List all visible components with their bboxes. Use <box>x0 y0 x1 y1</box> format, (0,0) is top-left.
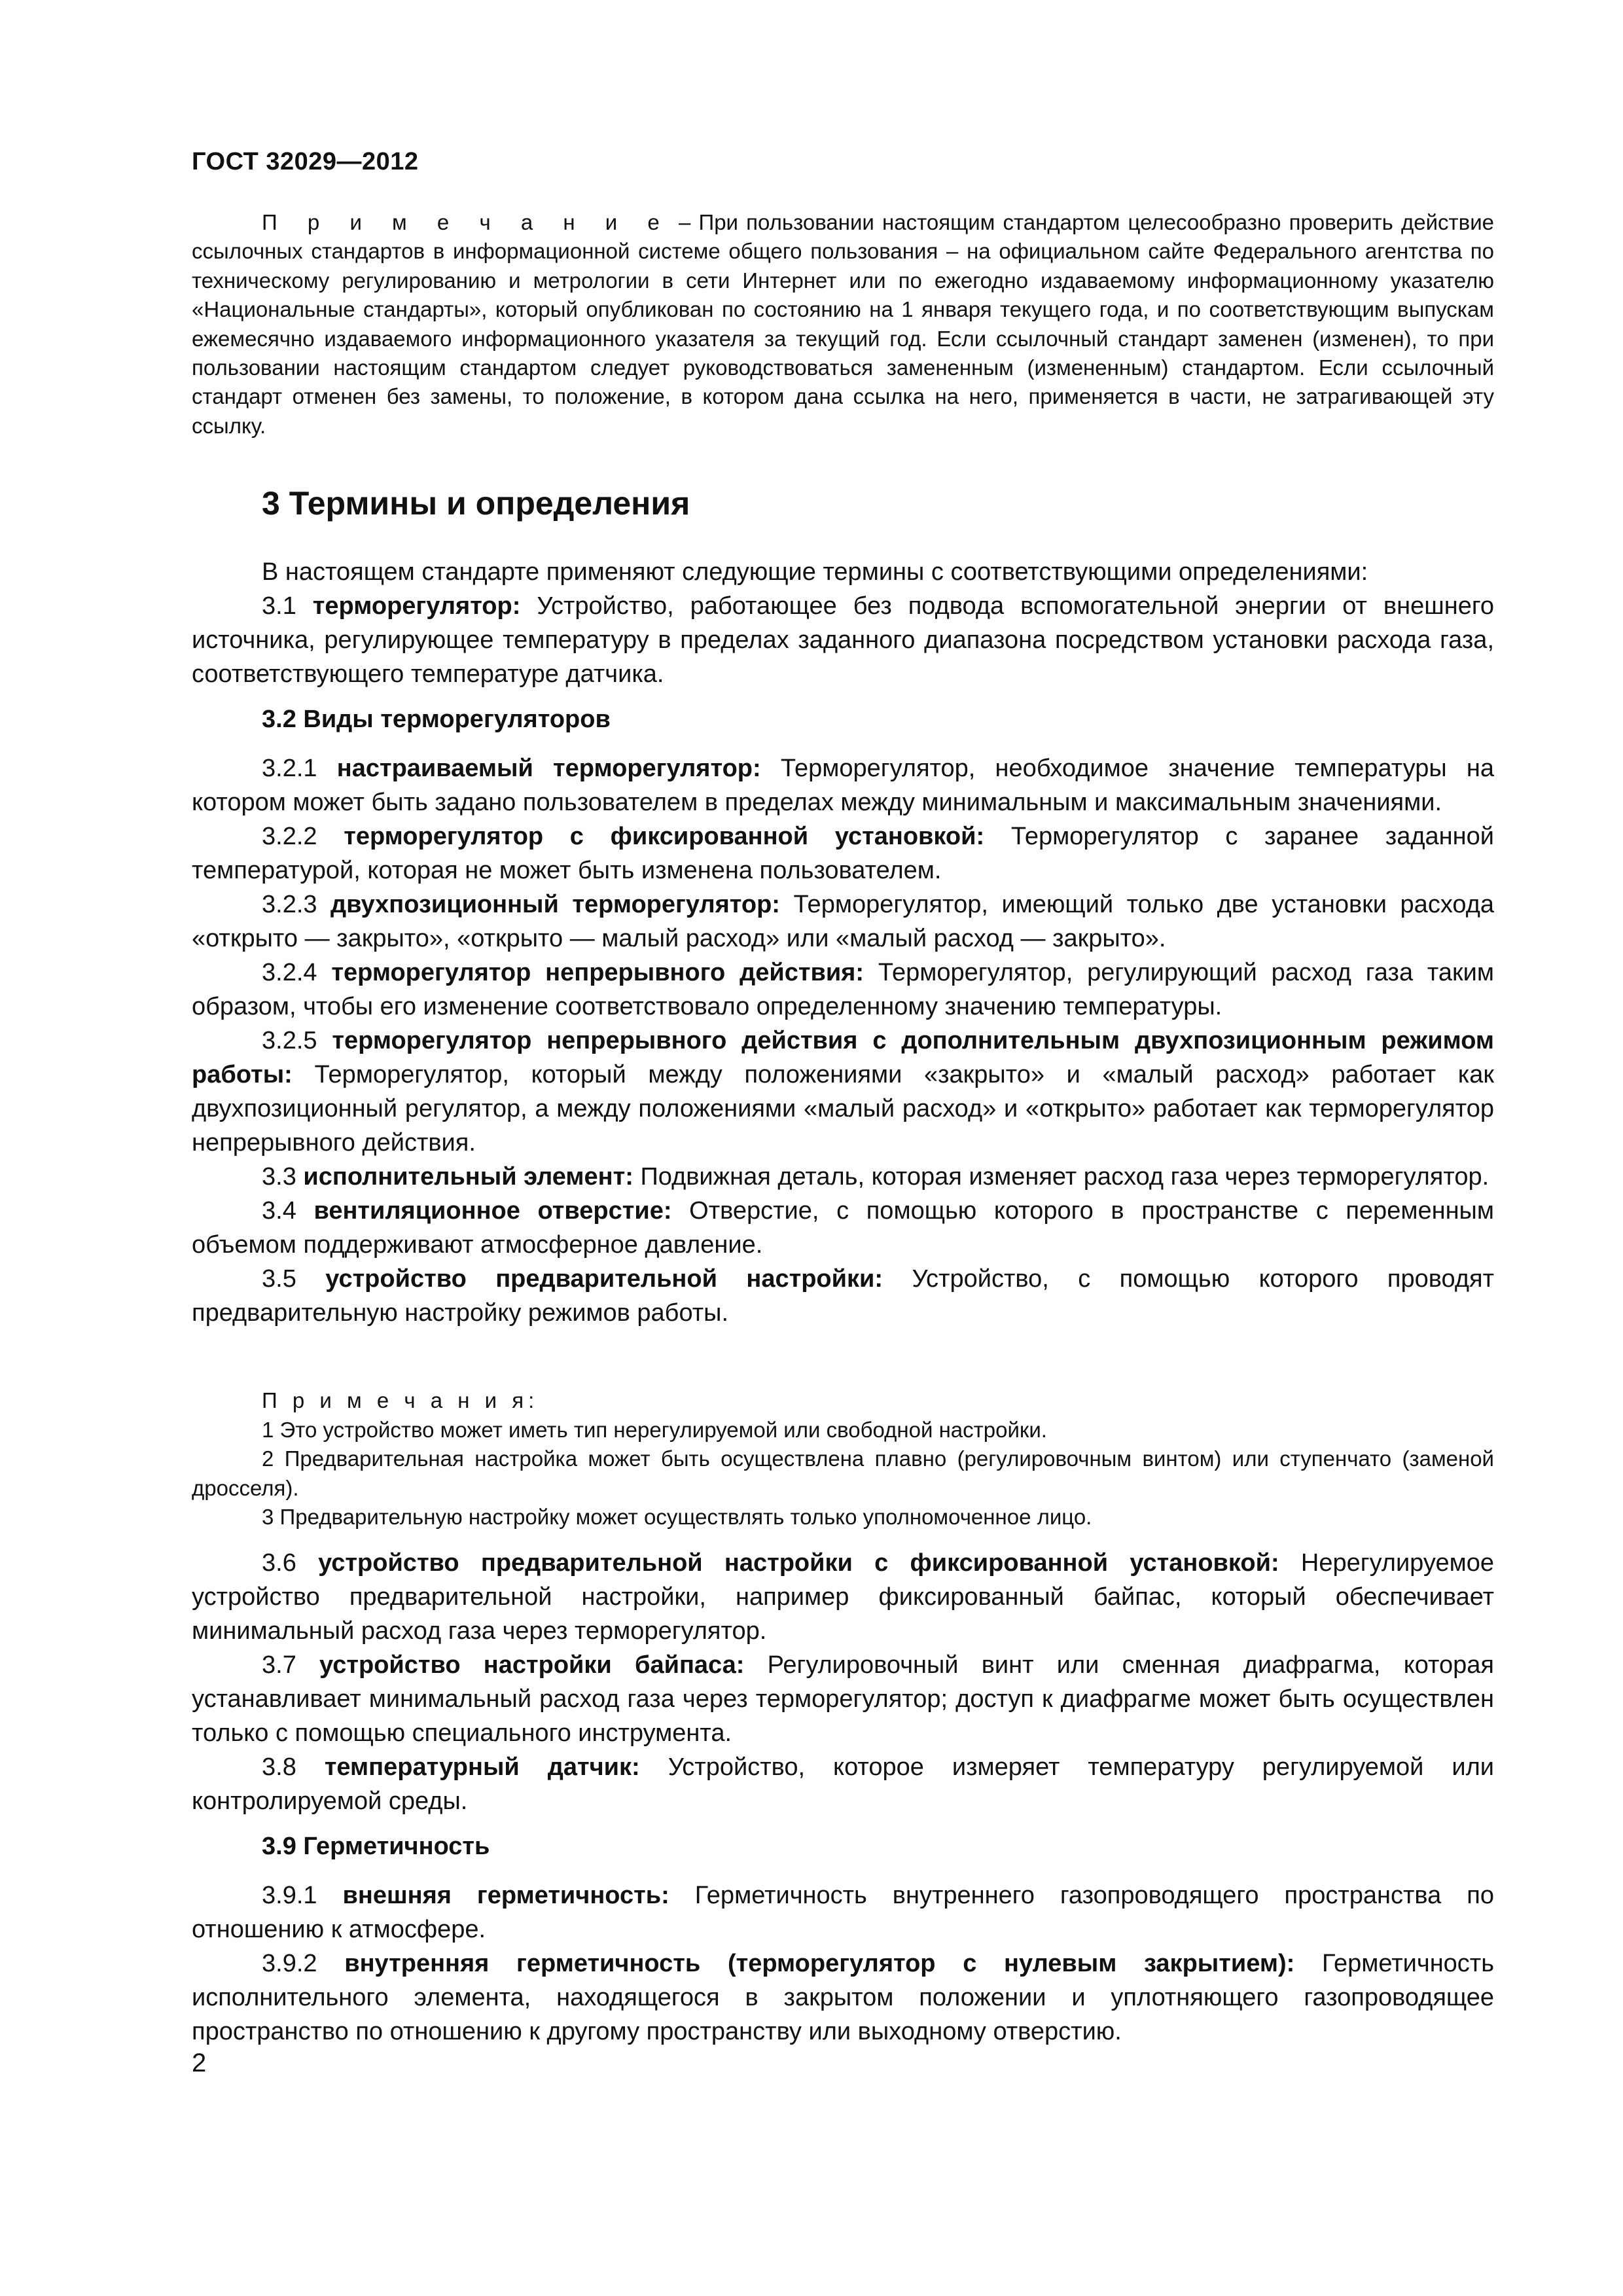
term-3-9-2: 3.9.2 внутренняя герметичность (терморегулятор с нулевым закрытием): Герметичность исполнительного элемента, находящегося в закрытом положении и уплотняющего газопроводящее пространство по отношению к другому пространству или выходному отверстию. <box>192 1950 1495 2045</box>
term-3-5: 3.5 устройство предварительной настройки: Устройство, с помощью которого проводят предварительную настройку режимов работы. <box>192 1265 1494 1327</box>
subsection-title-3-9: 3.9 Герметичность <box>262 1833 490 1860</box>
subsection-title-3-2: 3.2 Виды терморегуляторов <box>262 706 611 733</box>
term-name: температурный датчик: <box>324 1753 640 1781</box>
document-page <box>192 0 1494 2296</box>
term-name: устройство предварительной настройки: <box>325 1265 883 1293</box>
term-3-4: 3.4 вентиляционное отверстие: Отверстие, с помощью которого в пространстве с переменным объемом поддерживают атмосферное давление. <box>192 1197 1494 1259</box>
term-name: устройство предварительной настройки с фиксированной установкой: <box>318 1549 1279 1577</box>
section-title: 3 Термины и определения <box>262 485 690 522</box>
terms-block-3 <box>192 1546 1494 1818</box>
term-name: вентиляционное отверстие: <box>313 1197 672 1225</box>
note-item-3: 3 Предварительную настройку может осуществлять только уполномоченное лицо. <box>262 1505 1092 1529</box>
term-name: внешняя герметичность: <box>342 1882 669 1909</box>
term-3-2-1: 3.2.1 настраиваемый терморегулятор: Терморегулятор, необходимое значение температуры на котором может быть задано пользователем в пределах между минимальным и максимальным значениями. <box>192 755 1494 816</box>
note-text: – При пользовании настоящим стандартом целесообразно проверить действие ссылочных стандартов в информационной системе общего пользования – на официальном сайте Федерального агентства по техническому регулированию и метрологии в сети Интернет или по ежегодно издаваемому информационному указателю «Национальные стандарты», который опубликован по состоянию на 1 января текущего года, и по соответствующим выпускам ежемесячно издаваемого информационного указателя за текущий год. Если ссылочный стандарт заменен (изменен), то при пользовании настоящим стандартом следует руководствоваться замененным (измененным) стандартом. Если ссылочный стандарт отменен без замены, то положение, в котором дана ссылка на него, применяется в части, не затрагивающей эту ссылку. <box>192 210 1494 438</box>
term-3-2-2: 3.2.2 терморегулятор с фиксированной установкой: Терморегулятор с заранее заданной температурой, которая не может быть изменена пользователем. <box>192 823 1494 884</box>
term-name: терморегулятор непрерывного действия: <box>331 959 865 986</box>
term-3-1: 3.1 терморегулятор: Устройство, работающее без подвода вспомогательной энергии от внешнего источника, регулирующее температуру в пределах заданного диапазона посредством установки расхода газа, соответствующего температуре датчика. <box>192 592 1494 688</box>
term-name: терморегулятор непрерывного действия с дополнительным двухпозиционным режимом работы: <box>192 1027 1495 1088</box>
term-3-6: 3.6 устройство предварительной настройки с фиксированной установкой: Нерегулируемое устройство предварительной настройки, например фиксированный байпас, который обеспечивает минимальный расход газа через терморегулятор. <box>192 1549 1494 1645</box>
note-item-2: 2 Предварительная настройка может быть осуществлена плавно (регулировочным винтом) или ступенчато (заменой дросселя). <box>192 1446 1494 1500</box>
term-name: терморегулятор: <box>312 592 521 620</box>
terms-block-2 <box>192 751 1494 1330</box>
term-3-8: 3.8 температурный датчик: Устройство, которое измеряет температуру регулируемой или контролируемой среды. <box>192 1753 1495 1815</box>
reference-note <box>192 208 1494 440</box>
notes-block <box>192 1386 1494 1532</box>
notes-heading: П р и м е ч а н и я: <box>262 1388 539 1412</box>
term-3-9-1: 3.9.1 внешняя герметичность: Герметичность внутреннего газопроводящего пространства по отношению к атмосфере. <box>192 1882 1495 1943</box>
terms-block-1 <box>192 555 1494 691</box>
term-name: двухпозиционный терморегулятор: <box>330 891 780 918</box>
reference-note-paragraph <box>192 208 1494 440</box>
term-3-3: 3.3 исполнительный элемент: Подвижная деталь, которая изменяет расход газа через терморегулятор. <box>262 1163 1489 1191</box>
note-label: П р и м е ч а н и е <box>262 210 671 234</box>
term-name: терморегулятор с фиксированной установкой: <box>344 823 985 850</box>
document-header: ГОСТ 32029—2012 <box>192 148 419 175</box>
section-intro: В настоящем стандарте применяют следующие термины с соответствующими определениями: <box>262 558 1368 586</box>
term-3-2-4: 3.2.4 терморегулятор непрерывного действия: Терморегулятор, регулирующий расход газа таким образом, чтобы его изменение соответствовало определенному значению температуры. <box>192 959 1495 1020</box>
term-name: устройство настройки байпаса: <box>319 1651 745 1679</box>
term-name: исполнительный элемент: <box>303 1163 633 1191</box>
term-3-7: 3.7 устройство настройки байпаса: Регулировочный винт или сменная диафрагма, которая устанавливает минимальный расход газа через терморегулятор; доступ к диафрагме может быть осуществлен только с помощью специального инструмента. <box>192 1651 1495 1747</box>
terms-block-4 <box>192 1878 1494 2049</box>
page-number: 2 <box>192 2049 207 2077</box>
term-name: настраиваемый терморегулятор: <box>336 755 761 782</box>
term-3-2-5: 3.2.5 терморегулятор непрерывного действия с дополнительным двухпозиционным режимом работы: Терморегулятор, который между положениями «закрыто» и «малый расход» работает как двухпозиционный регулятор, а между положениями «малый расход» и «открыто» работает как терморегулятор непрерывного действия. <box>192 1027 1495 1157</box>
term-3-2-3: 3.2.3 двухпозиционный терморегулятор: Терморегулятор, имеющий только две установки расхода «открыто — закрыто», «открыто — малый расход» или «малый расход — закрыто». <box>192 891 1494 952</box>
term-name: внутренняя герметичность (терморегулятор с нулевым закрытием): <box>344 1950 1295 1977</box>
note-item-1: 1 Это устройство может иметь тип нерегулируемой или свободной настройки. <box>262 1417 1047 1442</box>
